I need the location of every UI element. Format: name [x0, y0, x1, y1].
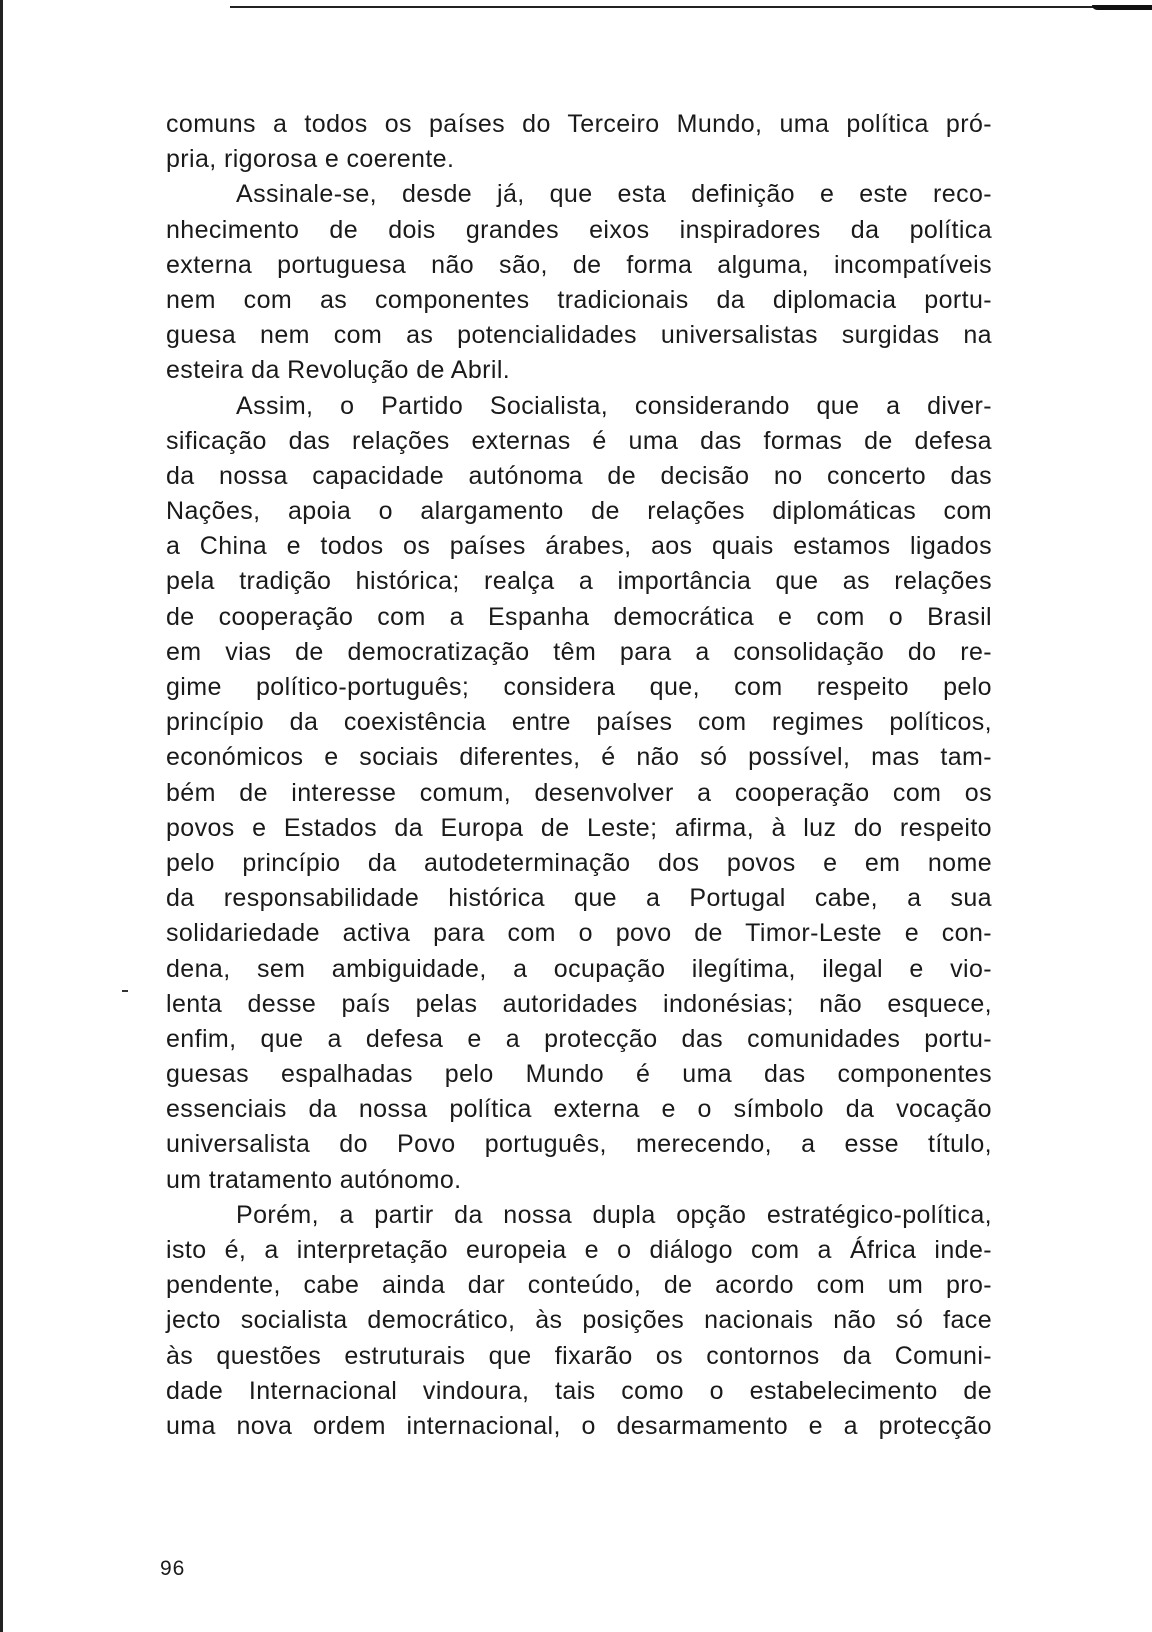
text-line: nhecimento de dois grandes eixos inspiradores da política: [166, 215, 992, 244]
text-line: às questões estruturais que fixarão os contornos da Comuni-: [166, 1341, 992, 1370]
text-line: em vias de democratização têm para a consolidação do re-: [166, 637, 992, 666]
scan-edge-top: [230, 6, 1152, 8]
paragraph: [166, 177, 992, 388]
text-line: universalista do Povo português, merecendo, a esse título,: [166, 1130, 992, 1159]
text-line: a China e todos os países árabes, aos quais estamos ligados: [166, 532, 992, 561]
text-line: externa portuguesa não são, de forma alguma, incompatíveis: [166, 250, 992, 279]
text-line: de cooperação com a Espanha democrática e com o Brasil: [166, 602, 992, 631]
text-line: pendente, cabe ainda dar conteúdo, de acordo com um pro-: [166, 1271, 992, 1300]
text-line: um tratamento autónomo.: [166, 1165, 462, 1194]
text-line: dena, sem ambiguidade, a ocupação ilegítima, ilegal e vio-: [166, 954, 992, 983]
text-line: guesa nem com as potencialidades universalistas surgidas na: [166, 321, 992, 350]
scan-edge-corner: [1092, 5, 1152, 10]
text-line: guesas espalhadas pelo Mundo é uma das componentes: [166, 1060, 992, 1089]
text-line: jecto socialista democrático, às posições nacionais não só face: [166, 1306, 992, 1335]
text-line: esteira da Revolução de Abril.: [166, 356, 511, 385]
stray-mark: [122, 990, 128, 992]
text-line: povos e Estados da Europa de Leste; afirma, à luz do respeito: [166, 813, 992, 842]
text-line: económicos e sociais diferentes, é não só possível, mas tam-: [166, 743, 992, 772]
text-line: pela tradição histórica; realça a importância que as relações: [166, 567, 992, 596]
text-line: bém de interesse comum, desenvolver a cooperação com os: [166, 778, 992, 807]
text-line: Assinale-se, desde já, que esta definição e este reco-: [236, 180, 992, 209]
text-line: Porém, a partir da nossa dupla opção estratégico-política,: [236, 1200, 992, 1229]
body-text: [166, 107, 992, 1444]
text-line: da responsabilidade histórica que a Portugal cabe, a sua: [166, 884, 992, 913]
text-line: lenta desse país pelas autoridades indonésias; não esquece,: [166, 989, 992, 1018]
text-line: uma nova ordem internacional, o desarmamento e a protecção: [166, 1411, 992, 1440]
text-line: da nossa capacidade autónoma de decisão no concerto das: [166, 461, 992, 490]
paragraph: [166, 1198, 992, 1444]
text-line: pria, rigorosa e coerente.: [166, 145, 455, 174]
text-line: solidariedade activa para com o povo de Timor-Leste e con-: [166, 919, 992, 948]
text-line: sificação das relações externas é uma das formas de defesa: [166, 426, 992, 455]
text-line: dade Internacional vindoura, tais como o estabelecimento de: [166, 1376, 992, 1405]
text-line: gime político-português; considera que, com respeito pelo: [166, 673, 992, 701]
text-line: essenciais da nossa política externa e o símbolo da vocação: [166, 1095, 992, 1124]
text-line: Assim, o Partido Socialista, considerando que a diver-: [236, 391, 992, 420]
paragraph: [166, 107, 992, 177]
text-line: enfim, que a defesa e a protecção das comunidades portu-: [166, 1024, 992, 1053]
scan-edge-left: [0, 0, 3, 1632]
paragraph: [166, 389, 992, 1198]
text-line: pelo princípio da autodeterminação dos povos e em nome: [166, 848, 992, 877]
text-line: Nações, apoia o alargamento de relações diplomáticas com: [166, 497, 992, 526]
text-line: isto é, a interpretação europeia e o diálogo com a África inde-: [166, 1236, 992, 1264]
text-line: nem com as componentes tradicionais da diplomacia portu-: [166, 285, 992, 314]
text-line: comuns a todos os países do Terceiro Mundo, uma política pró-: [166, 110, 992, 138]
text-line: princípio da coexistência entre países com regimes políticos,: [166, 708, 992, 737]
page-number: 96: [160, 1557, 186, 1580]
